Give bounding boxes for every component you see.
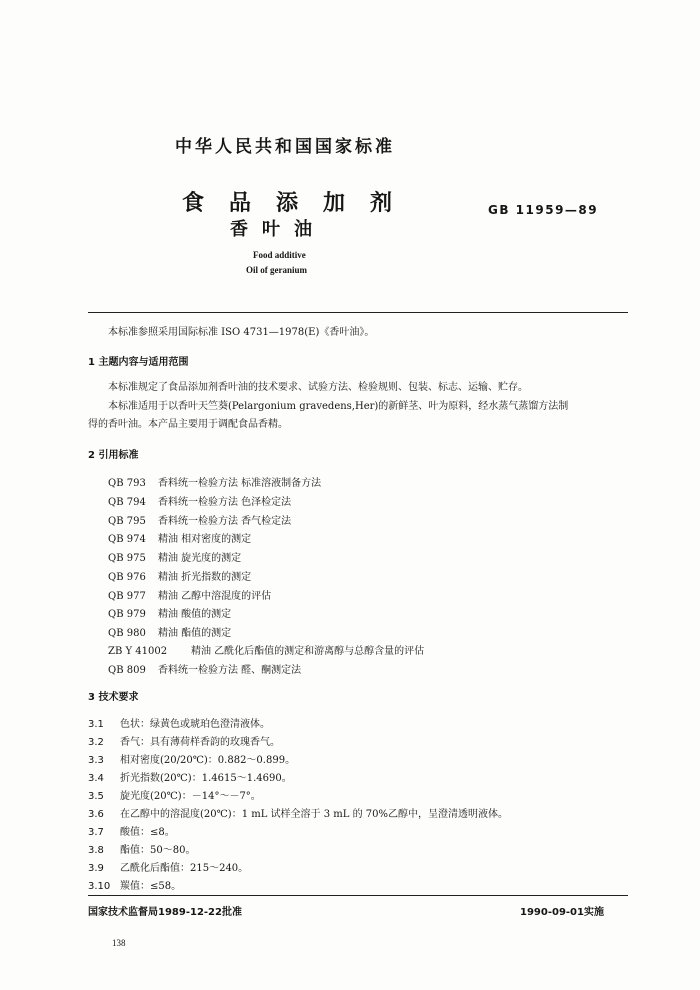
document-title xyxy=(182,186,392,217)
reference-code: QB 979 xyxy=(108,609,146,620)
requirement-item xyxy=(88,733,280,748)
requirement-number: 3.5 xyxy=(88,791,104,802)
reference-item xyxy=(108,530,251,545)
requirement-item xyxy=(88,787,261,802)
reference-item xyxy=(108,474,321,489)
reference-title: 香料统一检验方法 醛、酮测定法 xyxy=(158,665,302,676)
requirement-item xyxy=(88,751,295,766)
title-char: 品 xyxy=(228,191,251,216)
section-1-paragraph-2-line-1: 本标准适用于以香叶天竺葵(Pelargonium gravedens,Her)的新鲜茎、叶为原料，经水蒸气蒸馏方法制 xyxy=(108,401,569,412)
header-divider xyxy=(88,312,628,313)
reference-code: QB 809 xyxy=(108,665,146,676)
reference-code: ZB Y 41002 xyxy=(108,646,168,657)
reference-title: 精油 酸值的测定 xyxy=(158,609,232,620)
requirement-number: 3.7 xyxy=(88,827,104,838)
reference-item xyxy=(108,624,231,639)
requirement-text: 折光指数(20℃)：1.4615～1.4690。 xyxy=(120,773,292,784)
requirement-number: 3.6 xyxy=(88,809,104,820)
reference-item xyxy=(108,661,301,676)
requirement-number: 3.10 xyxy=(88,881,111,892)
reference-title: 精油 乙酰化后酯值的测定和游离醇与总醇含量的评估 xyxy=(191,646,425,657)
title-char: 剂 xyxy=(369,191,392,216)
reference-item xyxy=(108,587,271,602)
reference-code: QB 793 xyxy=(108,478,146,489)
requirement-item xyxy=(88,859,248,874)
requirement-text: 羰值：≤58。 xyxy=(120,881,182,892)
reference-item xyxy=(108,549,241,564)
section-1-heading: 1 主题内容与适用范围 xyxy=(88,357,189,368)
reference-code: QB 975 xyxy=(108,553,146,564)
requirement-text: 酸值：≤8。 xyxy=(120,827,175,838)
intro-paragraph: 本标准参照采用国际标准 ISO 4731—1978(E)《香叶油》。 xyxy=(108,327,375,338)
english-title-line2: Oil of geranium xyxy=(246,265,307,275)
reference-title: 香料统一检验方法 香气检定法 xyxy=(158,516,292,527)
reference-title: 精油 相对密度的测定 xyxy=(158,534,252,545)
reference-code: QB 974 xyxy=(108,534,146,545)
requirement-item xyxy=(88,805,508,820)
reference-code: QB 980 xyxy=(108,628,146,639)
section-1-paragraph-2-line-2: 得的香叶油。本产品主要用于调配食品香精。 xyxy=(88,419,288,430)
requirement-number: 3.9 xyxy=(88,863,104,874)
effective-date: 1990-09-01实施 xyxy=(520,907,604,918)
section-3-heading: 3 技术要求 xyxy=(88,692,139,703)
requirement-text: 相对密度(20/20℃)：0.882～0.899。 xyxy=(120,755,296,766)
requirement-text: 乙酰化后酯值：215～240。 xyxy=(120,863,249,874)
reference-title: 香料统一检验方法 色泽检定法 xyxy=(158,497,292,508)
reference-item xyxy=(108,512,291,527)
requirement-item xyxy=(88,841,195,856)
reference-title: 精油 酯值的测定 xyxy=(158,628,232,639)
requirement-number: 3.4 xyxy=(88,773,104,784)
english-title-line1: Food additive xyxy=(253,250,306,260)
requirement-text: 色状：绿黄色或琥珀色澄清液体。 xyxy=(120,719,270,730)
requirement-text: 旋光度(20℃)：－14°～－7°。 xyxy=(120,791,261,802)
reference-item xyxy=(108,605,231,620)
reference-title: 精油 折光指数的测定 xyxy=(158,572,252,583)
requirement-item xyxy=(88,877,181,892)
reference-title: 香料统一检验方法 标准溶液制备方法 xyxy=(158,478,322,489)
requirement-number: 3.8 xyxy=(88,845,104,856)
reference-title: 精油 旋光度的测定 xyxy=(158,553,242,564)
requirement-text: 酯值：50～80。 xyxy=(120,845,196,856)
title-char: 添 xyxy=(275,191,298,216)
reference-code: QB 977 xyxy=(108,591,146,602)
requirement-text: 香气：具有薄荷样香韵的玫瑰香气。 xyxy=(120,737,280,748)
reference-code: QB 976 xyxy=(108,572,146,583)
reference-item xyxy=(108,642,424,657)
reference-title: 精油 乙醇中溶混度的评估 xyxy=(158,591,272,602)
requirement-number: 3.3 xyxy=(88,755,104,766)
reference-item xyxy=(108,568,251,583)
requirement-text: 在乙醇中的溶混度(20℃)：1 mL 试样全溶于 3 mL 的 70%乙醇中，呈澄清透明液体。 xyxy=(120,809,508,820)
requirement-item xyxy=(88,769,292,784)
approval-statement: 国家技术监督局1989-12-22批准 xyxy=(88,907,242,918)
requirement-number: 3.1 xyxy=(88,719,104,730)
standard-number: GB 11959—89 xyxy=(488,203,599,217)
title-char: 食 xyxy=(182,191,205,216)
document-subtitle: 香叶油 xyxy=(230,219,326,240)
section-2-heading: 2 引用标准 xyxy=(88,450,139,461)
requirement-number: 3.2 xyxy=(88,737,104,748)
title-char: 加 xyxy=(322,191,345,216)
reference-code: QB 795 xyxy=(108,516,146,527)
issuing-organization: 中华人民共和国国家标准 xyxy=(175,137,395,157)
reference-code: QB 794 xyxy=(108,497,146,508)
reference-item xyxy=(108,493,291,508)
requirement-item xyxy=(88,823,175,838)
page-number: 138 xyxy=(112,938,126,948)
footer-divider xyxy=(88,895,628,896)
requirement-item xyxy=(88,715,270,730)
section-1-paragraph-1: 本标准规定了食品添加剂香叶油的技术要求、试验方法、检验规则、包装、标志、运输、贮存。 xyxy=(108,382,528,393)
